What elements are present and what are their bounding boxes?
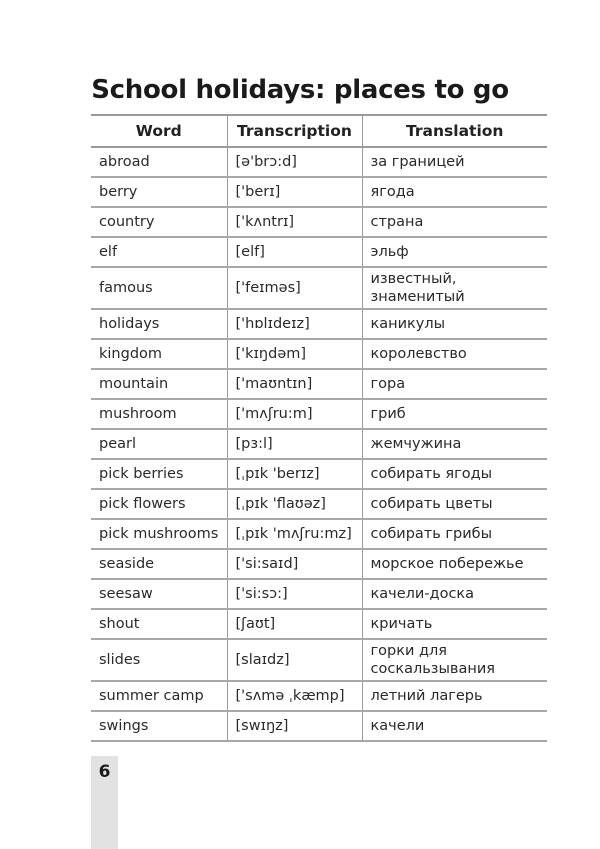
translation-cell: гора — [362, 369, 547, 399]
table-row — [91, 519, 547, 549]
transcription-cell: ['kɪŋdəm] — [227, 339, 362, 369]
table-header-row — [91, 115, 547, 147]
word-cell: pick flowers — [91, 489, 227, 519]
translation-cell: собирать ягоды — [362, 459, 547, 489]
word-cell: swings — [91, 711, 227, 741]
transcription-cell: [ˌpɪk 'flaʊəz] — [227, 489, 362, 519]
word-cell: country — [91, 207, 227, 237]
transcription-cell: [slaɪdz] — [227, 639, 362, 681]
table-row — [91, 267, 547, 309]
transcription-cell: [ə'brɔ:d] — [227, 147, 362, 177]
translation-cell: эльф — [362, 237, 547, 267]
word-cell: shout — [91, 609, 227, 639]
column-header-translation: Translation — [362, 115, 547, 147]
transcription-cell: [elf] — [227, 237, 362, 267]
translation-cell: гриб — [362, 399, 547, 429]
translation-cell: жемчужина — [362, 429, 547, 459]
table-row — [91, 147, 547, 177]
table-row — [91, 399, 547, 429]
table-row — [91, 369, 547, 399]
translation-cell: ягода — [362, 177, 547, 207]
word-cell: famous — [91, 267, 227, 309]
table-row — [91, 639, 547, 681]
word-cell: seaside — [91, 549, 227, 579]
vocabulary-table — [91, 114, 547, 742]
table-row — [91, 549, 547, 579]
translation-cell: собирать цветы — [362, 489, 547, 519]
transcription-cell: ['si:saɪd] — [227, 549, 362, 579]
table-row — [91, 237, 547, 267]
word-cell: elf — [91, 237, 227, 267]
word-cell: summer camp — [91, 681, 227, 711]
translation-cell: каникулы — [362, 309, 547, 339]
transcription-cell: ['hɒlɪdeɪz] — [227, 309, 362, 339]
transcription-cell: [swɪŋz] — [227, 711, 362, 741]
translation-cell: качели — [362, 711, 547, 741]
translation-cell: за границей — [362, 147, 547, 177]
table-row — [91, 207, 547, 237]
translation-cell: собирать грибы — [362, 519, 547, 549]
page-title: School holidays: places to go — [91, 75, 509, 105]
translation-cell: летний лагерь — [362, 681, 547, 711]
table-row — [91, 177, 547, 207]
table-row — [91, 579, 547, 609]
table-row — [91, 339, 547, 369]
translation-cell: страна — [362, 207, 547, 237]
word-cell: pick berries — [91, 459, 227, 489]
transcription-cell: ['mʌʃru:m] — [227, 399, 362, 429]
translation-cell: морское побережье — [362, 549, 547, 579]
transcription-cell: ['feɪməs] — [227, 267, 362, 309]
word-cell: abroad — [91, 147, 227, 177]
word-cell: mountain — [91, 369, 227, 399]
translation-cell: качели-доска — [362, 579, 547, 609]
table-row — [91, 309, 547, 339]
table-row — [91, 429, 547, 459]
word-cell: mushroom — [91, 399, 227, 429]
word-cell: seesaw — [91, 579, 227, 609]
transcription-cell: ['kʌntrɪ] — [227, 207, 362, 237]
word-cell: berry — [91, 177, 227, 207]
transcription-cell: [ˌpɪk 'mʌʃru:mz] — [227, 519, 362, 549]
word-cell: pick mushrooms — [91, 519, 227, 549]
word-cell: holidays — [91, 309, 227, 339]
transcription-cell: ['sʌmə ˌkæmp] — [227, 681, 362, 711]
word-cell: slides — [91, 639, 227, 681]
table-row — [91, 681, 547, 711]
word-cell: kingdom — [91, 339, 227, 369]
translation-cell: известный, знаменитый — [362, 267, 547, 309]
page-number: 6 — [98, 762, 111, 782]
column-header-transcription: Transcription — [227, 115, 362, 147]
word-cell: pearl — [91, 429, 227, 459]
translation-cell: кричать — [362, 609, 547, 639]
table-row — [91, 711, 547, 741]
transcription-cell: ['si:sɔ:] — [227, 579, 362, 609]
transcription-cell: [pɜ:l] — [227, 429, 362, 459]
column-header-word: Word — [91, 115, 227, 147]
transcription-cell: [ˌpɪk 'berɪz] — [227, 459, 362, 489]
table-row — [91, 459, 547, 489]
transcription-cell: [ʃaʊt] — [227, 609, 362, 639]
table-row — [91, 489, 547, 519]
translation-cell: горки для соскальзывания — [362, 639, 547, 681]
transcription-cell: ['maʊntɪn] — [227, 369, 362, 399]
translation-cell: королевство — [362, 339, 547, 369]
transcription-cell: ['berɪ] — [227, 177, 362, 207]
table-row — [91, 609, 547, 639]
